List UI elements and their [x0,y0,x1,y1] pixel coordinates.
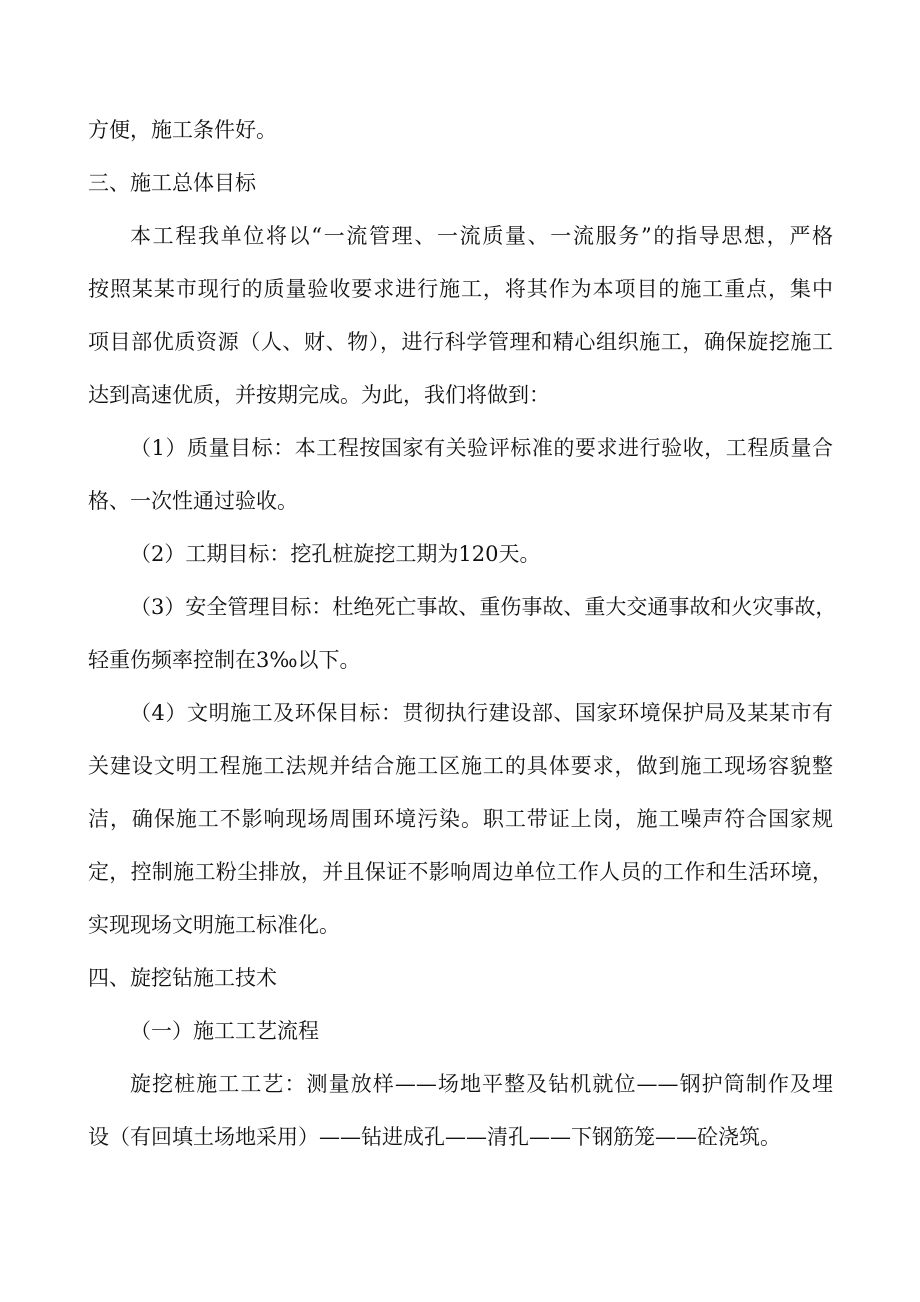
list-item-4: （4）文明施工及环保目标：贯彻执行建设部、国家环境保护局及某某市有 [130,701,833,725]
list-item-1-cont: 格、一次性通过验收。 [88,489,298,513]
section-heading-3: 三、施工总体目标 [88,171,256,195]
list-item-4-cont: 洁，确保施工不影响现场周围环境污染。职工带证上岗，施工噪声符合国家规 [88,807,833,831]
paragraph-line: 项目部优质资源（人、财、物），进行科学管理和精心组织施工，确保旋挖施工 [88,330,833,354]
section-heading-4: 四、旋挖钻施工技术 [88,966,277,990]
paragraph-line: 旋挖桩施工工艺：测量放样——场地平整及钻机就位——钢护筒制作及埋 [130,1072,833,1096]
subsection-heading-1: （一）施工工艺流程 [130,1019,319,1043]
list-item-4-cont: 关建设文明工程施工法规并结合施工区施工的具体要求，做到施工现场容貌整 [88,754,833,778]
list-item-2: （2）工期目标：挖孔桩旋挖工期为120天。 [130,542,541,566]
list-item-3: （3）安全管理目标：杜绝死亡事故、重伤事故、重大交通事故和火灾事故， [130,595,837,619]
paragraph-line: 达到高速优质，并按期完成。为此，我们将做到： [88,383,550,407]
list-item-3-cont: 轻重伤频率控制在3‰以下。 [88,648,361,672]
list-item-1: （1）质量目标：本工程按国家有关验评标准的要求进行验收，工程质量合 [130,436,833,460]
paragraph-line: 按照某某市现行的质量验收要求进行施工，将其作为本项目的施工重点，集中 [88,277,833,301]
paragraph-line: 方便，施工条件好。 [88,118,277,142]
list-item-4-cont: 实现现场文明施工标准化。 [88,913,340,937]
paragraph-line: 设（有回填土场地采用）——钻进成孔——清孔——下钢筋笼——砼浇筑。 [88,1125,781,1149]
list-item-4-cont: 定，控制施工粉尘排放，并且保证不影响周边单位工作人员的工作和生活环境， [88,860,833,884]
paragraph-line: 本工程我单位将以“一流管理、一流质量、一流服务”的指导思想，严格 [130,224,833,248]
